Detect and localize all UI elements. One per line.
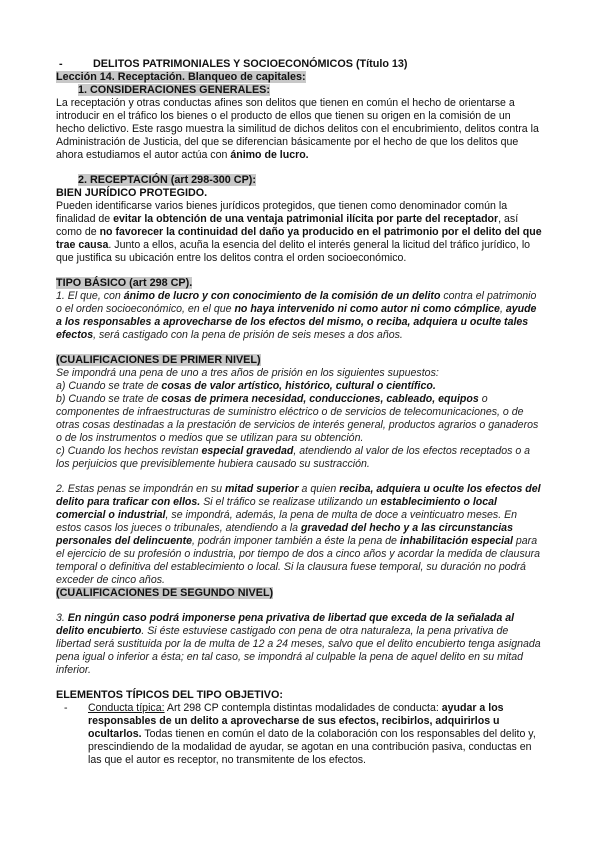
text: , podrán imponer también a éste la pena de — [192, 535, 400, 547]
punto-3-paragraph — [56, 612, 542, 677]
text: . Si éste estuviese castigado con pena de otra naturaleza, la pena privativa de libertad será sustituida por la de multa de 12 a 24 meses, salvo que el delito encubierto tenga asignada pena igual o inferior a ésta; en tal caso, se impondrá al culpable la pena de aquel delito en su mitad inferior. — [56, 625, 541, 676]
underlined-label: Conducta típica: — [88, 702, 165, 714]
text: b) Cuando se trate de — [56, 393, 162, 405]
section-1-heading-text: 1. CONSIDERACIONES GENERALES: — [78, 84, 270, 96]
tipo-basico-heading — [56, 277, 542, 290]
main-title — [56, 58, 542, 71]
list-dash: - — [64, 702, 68, 714]
text: 3. — [56, 612, 68, 624]
conducta-tipica-paragraph — [88, 702, 542, 767]
bold-text: establecimiento o local comercial o industrial — [56, 496, 498, 521]
text: contra el patrimonio o el orden socioeconómico, en el que — [56, 290, 537, 315]
section-2-heading-text: 2. RECEPTACIÓN (art 298-300 CP): — [78, 174, 256, 186]
punto-2-paragraph — [56, 483, 542, 587]
text: 1. El que, con — [56, 290, 124, 302]
list-item — [56, 702, 542, 767]
document-page — [56, 58, 542, 767]
segundo-nivel-heading — [56, 587, 542, 600]
list-dash: - — [59, 58, 63, 70]
primer-nivel-item-b — [56, 393, 542, 445]
primer-nivel-item-a — [56, 380, 542, 393]
text: , será castigado con la pena de prisión de seis meses a dos años. — [93, 329, 403, 341]
bold-text: cosas de valor artístico, histórico, cultural o científico. — [161, 380, 436, 392]
section-2-heading — [56, 174, 542, 187]
bold-text: ayude a los responsables a aprovecharse de los efectos del mismo, o reciba, adquiera u oculte tales efectos — [56, 303, 537, 341]
bien-juridico-heading: BIEN JURÍDICO PROTEGIDO. — [56, 187, 208, 199]
text: , así como de — [56, 213, 519, 238]
lesson-heading-text: Lección 14. Receptación. Blanqueo de capitales: — [56, 71, 306, 83]
bold-text: mitad superior — [225, 483, 299, 495]
text: c) Cuando los hechos revistan — [56, 445, 202, 457]
bold-text: ánimo de lucro y con conocimiento de la comisión de un delito — [123, 290, 441, 302]
bold-text: En ningún caso podrá imponerse pena privativa de libertad que exceda de la señalada al delito encubierto — [56, 612, 515, 637]
bold-text: evitar la obtención de una ventaja patrimonial ilícita por parte del receptador — [113, 213, 499, 225]
text: 2. Estas penas se impondrán en su — [56, 483, 226, 495]
bold-text: ayudar a los responsables de un delito a aprovecharse de sus efectos, recibirlos, adquirirlos u ocultarlos. — [88, 702, 504, 740]
text: para el ejercicio de su profesión o industria, por tiempo de dos a cinco años y acordar la medida de clausura temporal o definitiva del establecimiento o local. Si la clausura fuese temporal, su duración no podrá exceder de cinco años. — [56, 535, 541, 586]
bold-text: reciba, adquiera u oculte los efectos del delito para traficar con ellos. — [56, 483, 541, 508]
text: a quien — [298, 483, 340, 495]
primer-nivel-intro: Se impondrá una pena de uno a tres años de prisión en los siguientes supuestos: — [56, 367, 439, 379]
main-title-text: DELITOS PATRIMONIALES Y SOCIOECONÓMICOS (Título 13) — [93, 58, 408, 70]
bold-text: gravedad del hecho y a las circunstancias personales del delincuente — [56, 522, 513, 547]
bold-text: especial gravedad — [201, 445, 294, 457]
bold-text: inhabilitación especial — [399, 535, 513, 547]
section-1-paragraph — [56, 97, 542, 162]
bold-text: no favorecer la continuidad del daño ya producido en el patrimonio por el delito del que trae causa — [56, 226, 542, 251]
bold-text: no haya intervenido ni como autor ni como cómplice — [234, 303, 500, 315]
bold-text: ánimo de lucro. — [230, 149, 309, 161]
primer-nivel-item-c — [56, 445, 542, 471]
primer-nivel-heading — [56, 354, 542, 367]
text: Pueden identificarse varios bienes jurídicos protegidos, que tienen como denominador común la finalidad de — [56, 200, 508, 225]
text: , se impondrá, además, la pena de multa de doce a veinticuatro meses. En estos casos los jueces o tribunales, atendiendo a la — [56, 509, 518, 534]
tipo-basico-paragraph — [56, 290, 542, 342]
text: La receptación y otras conductas afines son delitos que tienen en común el hecho de orientarse a introducir en el tráfico los bienes o el producto de ellos que tienen su origen en la comisión de un hecho delictivo. Este rasgo muestra la similitud de dichos delitos con el encubrimiento, delitos contra la Administración de Justicia, del que se diferencian básicamente por el hecho de que los delitos que ahora estudiamos el autor actúa con — [56, 97, 539, 161]
text: , — [499, 303, 506, 315]
text: , atendiendo al valor de los efectos receptados o a los perjuicios que previsiblemente hubiera causado su sustracción. — [56, 445, 531, 470]
text: . Junto a ellos, acuña la esencia del delito el interés general la licitud del tráfico jurídico, lo que justifica su ubicación entre los delitos contra el orden socioeconómico. — [56, 239, 531, 264]
bold-text: cosas de primera necesidad, conducciones, cableado, equipos — [161, 393, 479, 405]
primer-nivel-heading-text: (CUALIFICACIONES DE PRIMER NIVEL) — [56, 354, 261, 366]
tipo-basico-heading-text: TIPO BÁSICO (art 298 CP). — [56, 277, 193, 289]
text: o componentes de infraestructuras de suministro eléctrico o de servicios de telecomunicaciones, o de otras cosas destinadas a la prestación de servicios de interés general, productos agrarios o ganaderos o de los instrumentos o medios que se utilizan para su obtención. — [56, 393, 539, 444]
text: a) Cuando se trate de — [56, 380, 162, 392]
text: Todas tienen en común el dato de la colaboración con los responsables del delito y, prescindiendo de la modalidad de ayudar, se agotan en una contribución pasiva, conductas en las que el autor es receptor, no transmitente de los efectos. — [88, 728, 536, 766]
bien-juridico-paragraph — [56, 200, 542, 265]
elementos-heading: ELEMENTOS TÍPICOS DEL TIPO OBJETIVO: — [56, 689, 283, 701]
section-1-heading — [56, 84, 542, 97]
text: Si el tráfico se realizase utilizando un — [200, 496, 381, 508]
segundo-nivel-heading-text: (CUALIFICACIONES DE SEGUNDO NIVEL) — [56, 587, 274, 599]
lesson-heading — [56, 71, 542, 84]
text: Art 298 CP contempla distintas modalidades de conducta: — [164, 702, 442, 714]
